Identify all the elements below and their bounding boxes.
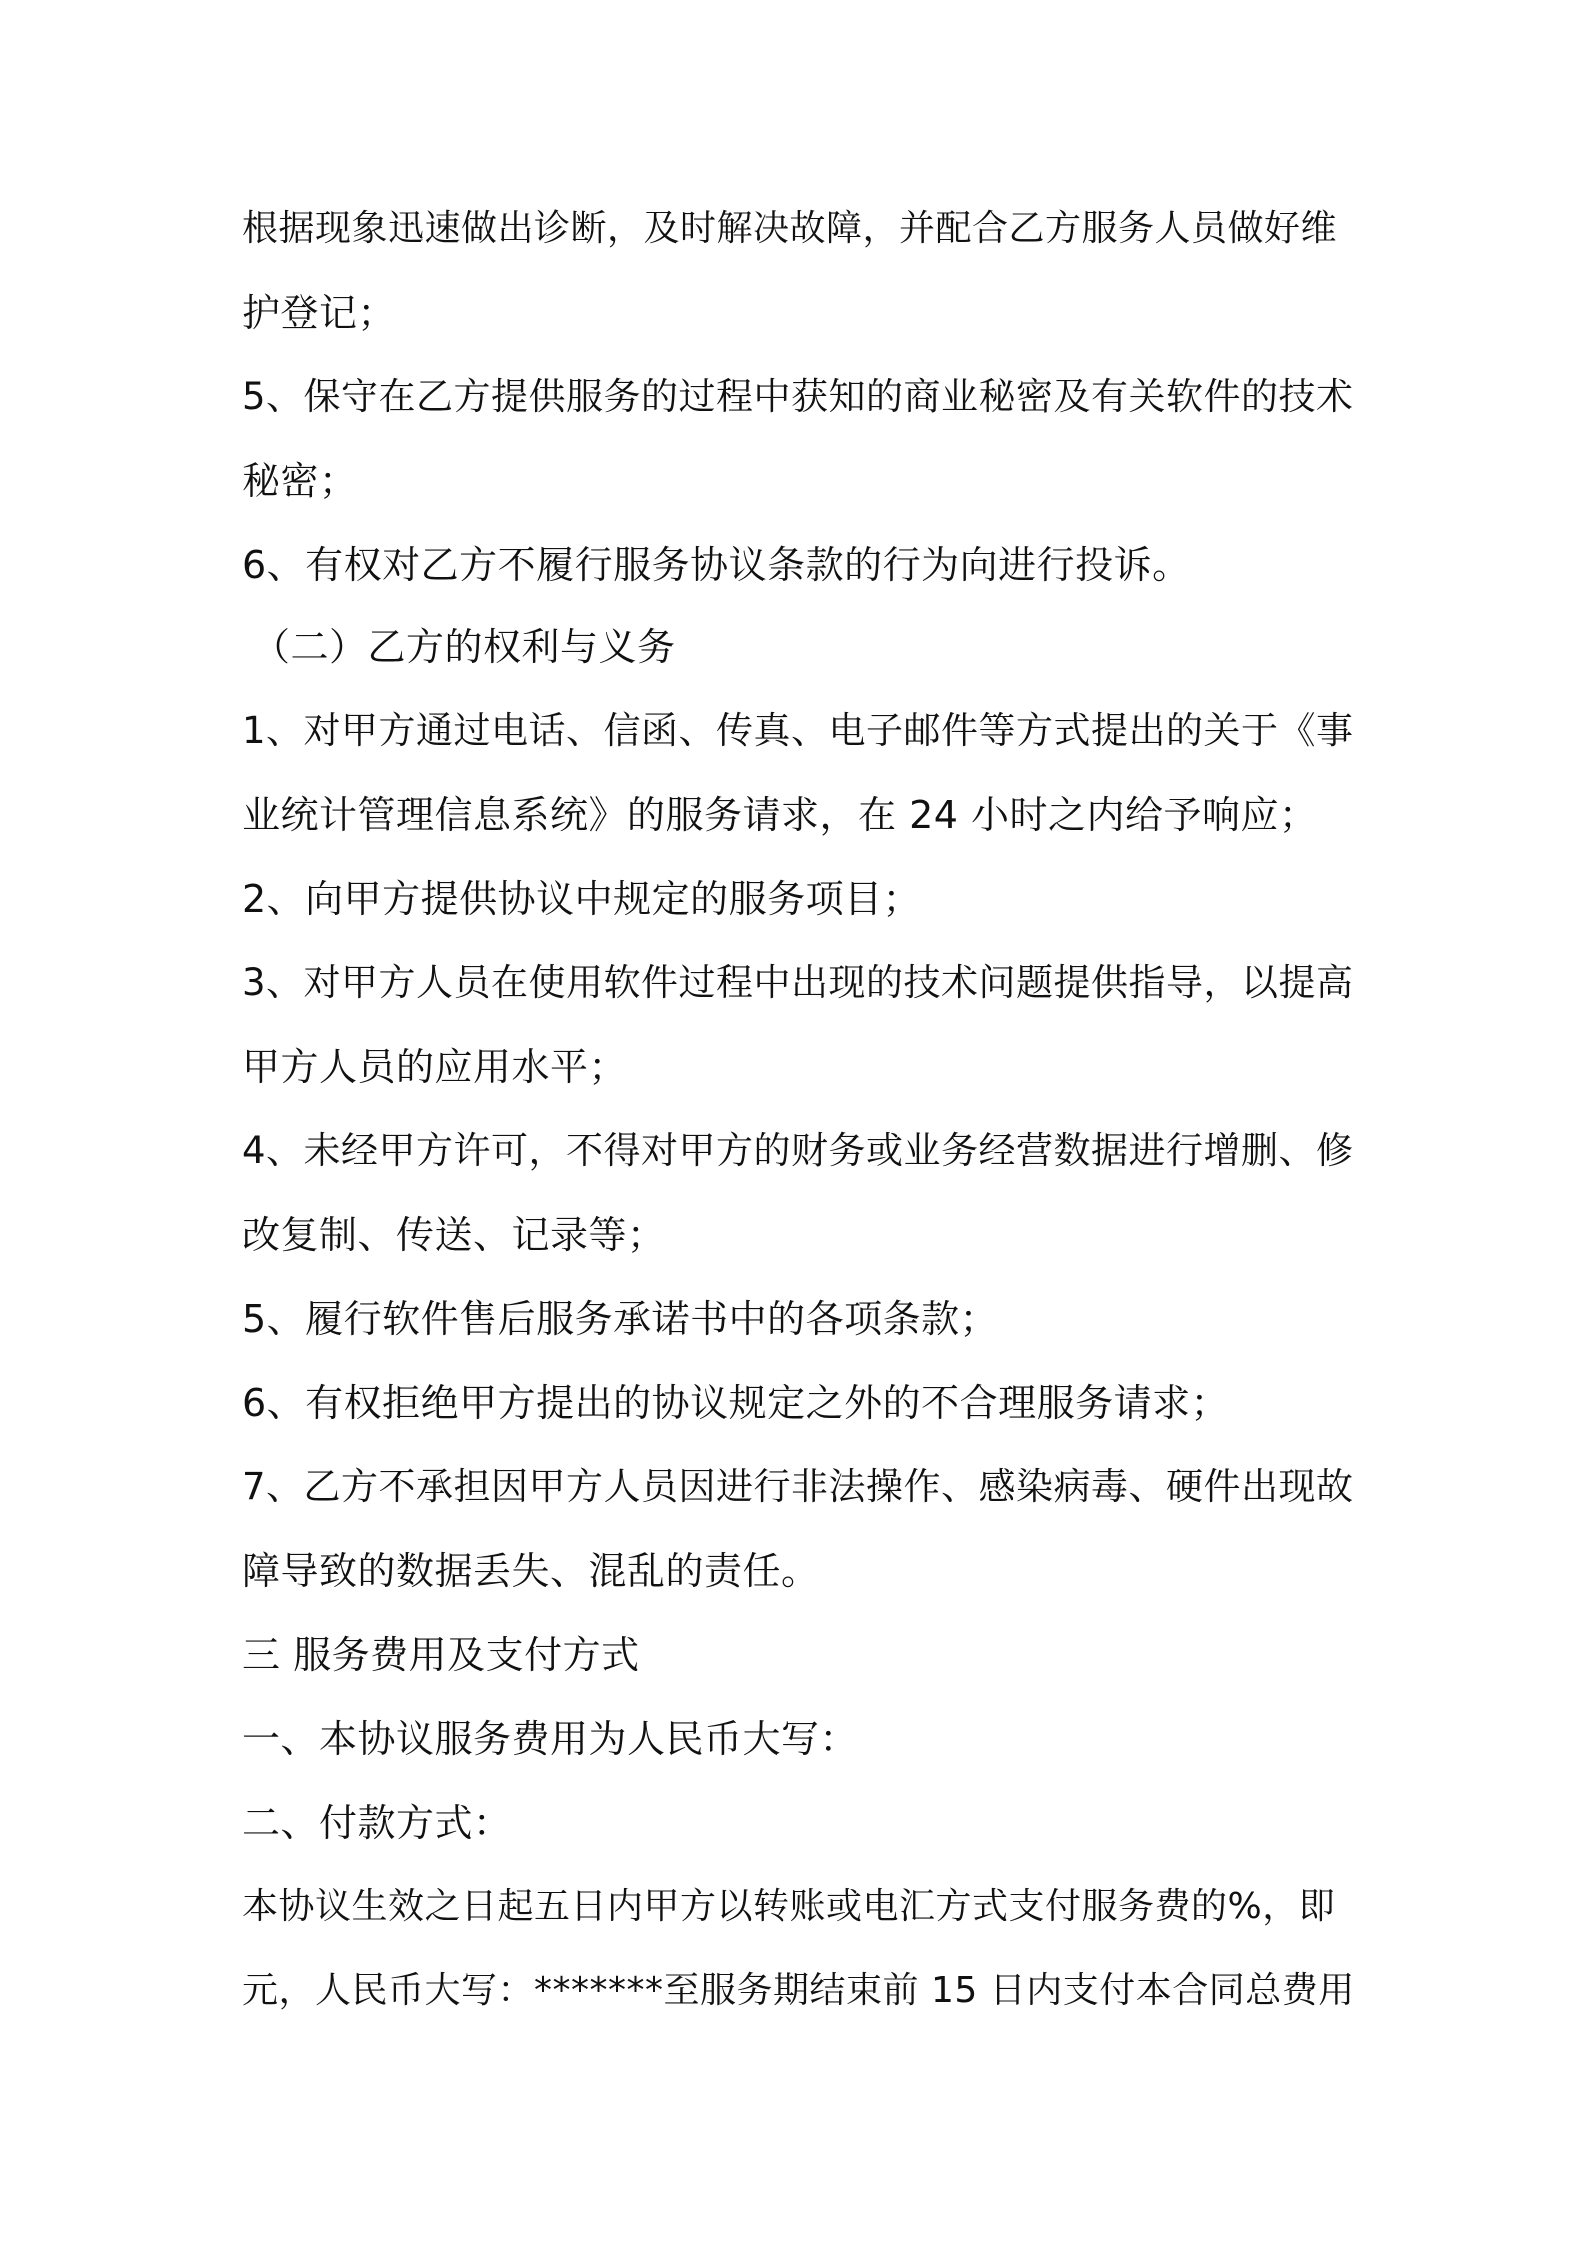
paragraph-line: 6、有权对乙方不履行服务协议条款的行为向进行投诉。 — [242, 543, 1191, 587]
paragraph-line: 3、对甲方人员在使用软件过程中出现的技术问题提供指导，以提高 — [242, 961, 1354, 1004]
paragraph-line: 根据现象迅速做出诊断，及时解决故障，并配合乙方服务人员做好维 — [242, 208, 1338, 249]
paragraph-line: 护登记； — [242, 291, 397, 335]
paragraph-line: 4、未经甲方许可，不得对甲方的财务或业务经营数据进行增删、修 — [242, 1129, 1354, 1172]
paragraph-line: 5、履行软件售后服务承诺书中的各项条款； — [242, 1297, 999, 1341]
paragraph-line: 1、对甲方通过电话、信函、传真、电子邮件等方式提出的关于《事 — [242, 709, 1354, 752]
paragraph-line: 元，人民币大写：*******至服务期结束前 15 日内支付本合同总费用 — [242, 1970, 1355, 2011]
paragraph-line: 障导致的数据丢失、混乱的责任。 — [242, 1549, 820, 1593]
paragraph-line: 秘密； — [242, 459, 358, 503]
section-heading: 三 服务费用及支付方式 — [242, 1633, 640, 1677]
paragraph-line: 2、向甲方提供协议中规定的服务项目； — [242, 877, 922, 921]
paragraph-line: 甲方人员的应用水平； — [242, 1045, 628, 1089]
paragraph-line: 7、乙方不承担因甲方人员因进行非法操作、感染病毒、硬件出现故 — [242, 1465, 1354, 1508]
section-heading: （二）乙方的权利与义务 — [252, 625, 676, 669]
paragraph-line: 5、保守在乙方提供服务的过程中获知的商业秘密及有关软件的技术 — [242, 375, 1354, 418]
paragraph-line: 业统计管理信息系统》的服务请求，在 24 小时之内给予响应； — [242, 793, 1318, 837]
paragraph-line: 改复制、传送、记录等； — [242, 1213, 666, 1257]
paragraph-line: 6、有权拒绝甲方提出的协议规定之外的不合理服务请求； — [242, 1381, 1230, 1425]
paragraph-line: 本协议生效之日起五日内甲方以转账或电汇方式支付服务费的%，即 — [242, 1886, 1336, 1927]
paragraph-line: 二、付款方式： — [242, 1801, 512, 1845]
paragraph-line: 一、本协议服务费用为人民币大写： — [242, 1717, 859, 1761]
